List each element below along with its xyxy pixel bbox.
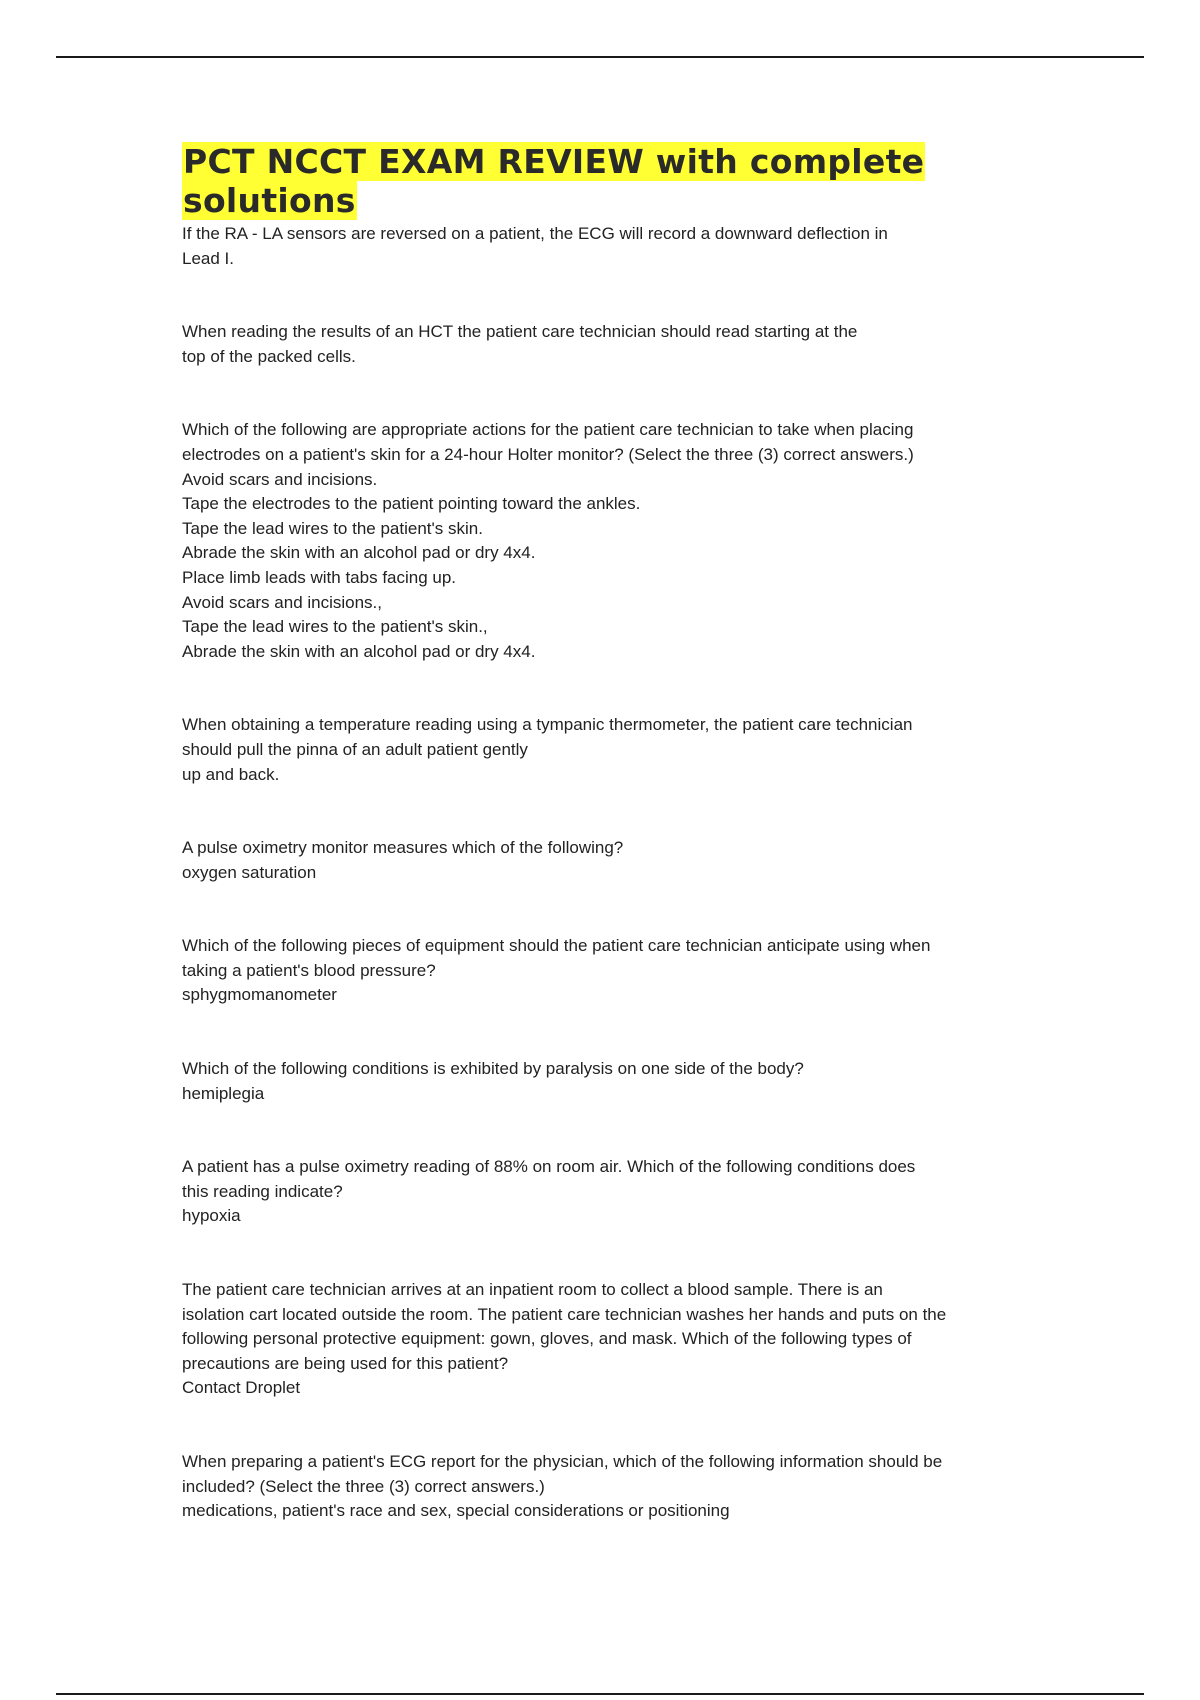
question-text: The patient care technician arrives at an inpatient room to collect a blood sample. There is an isolation cart located outside the room. The patient care technician washes her hands and puts on the following personal protective equipment: gown, gloves, and mask. Which of the following types of precautions are being used for this patient? bbox=[182, 1280, 947, 1373]
answer-text: Avoid scars and incisions., Tape the lead wires to the patient's skin., Abrade the skin with an alcohol pad or dry 4x4. bbox=[182, 592, 536, 661]
qa-item-2 bbox=[182, 320, 1062, 369]
question-text: When preparing a patient's ECG report for the physician, which of the following information should be included? (Select the three (3) correct answers.) bbox=[182, 1452, 943, 1496]
qa-item-8 bbox=[182, 1155, 1062, 1229]
document-body bbox=[182, 142, 1062, 1524]
qa-item-7 bbox=[182, 1057, 1062, 1106]
qa-item-9 bbox=[182, 1278, 1062, 1401]
question-text: Which of the following are appropriate actions for the patient care technician to take when placing electrodes on a patient's skin for a 24-hour Holter monitor? (Select the three (3) correct answers.) Avoid scars and incisions. Tape the electrodes to the patient pointing toward the ankles. Tape the lead wires to the patient's skin. Abrade the skin with an alcohol pad or dry 4x4. Place limb leads with tabs facing up. bbox=[182, 420, 914, 587]
question-text: Which of the following conditions is exhibited by paralysis on one side of the body? bbox=[182, 1059, 804, 1079]
qa-item-3 bbox=[182, 418, 1062, 664]
answer-text: hypoxia bbox=[182, 1206, 241, 1226]
answer-text: up and back. bbox=[182, 764, 280, 784]
qa-item-4 bbox=[182, 713, 1062, 787]
title-line-1: PCT NCCT EXAM REVIEW with complete bbox=[183, 142, 925, 181]
question-text: Which of the following pieces of equipment should the patient care technician anticipate using when taking a patient's blood pressure? bbox=[182, 936, 931, 980]
answer-text: hemiplegia bbox=[182, 1083, 265, 1103]
answer-text: oxygen saturation bbox=[182, 862, 317, 882]
question-text: A patient has a pulse oximetry reading of 88% on room air. Which of the following conditions does this reading indicate? bbox=[182, 1157, 916, 1201]
header-rule bbox=[56, 56, 1144, 58]
qa-item-1 bbox=[182, 222, 1062, 271]
answer-text: sphygmomanometer bbox=[182, 985, 337, 1005]
question-text: A pulse oximetry monitor measures which of the following? bbox=[182, 838, 624, 858]
qa-item-6 bbox=[182, 934, 1062, 1008]
qa-item-5 bbox=[182, 836, 1062, 885]
question-text: When reading the results of an HCT the patient care technician should read starting at the top of the packed cells. bbox=[182, 322, 858, 366]
qa-item-10 bbox=[182, 1450, 1062, 1524]
question-text: If the RA - LA sensors are reversed on a patient, the ECG will record a downward deflection in Lead I. bbox=[182, 224, 888, 268]
footer-rule bbox=[56, 1693, 1144, 1695]
answer-text: medications, patient's race and sex, special considerations or positioning bbox=[182, 1501, 730, 1521]
title-line-2: solutions bbox=[183, 181, 356, 220]
question-text: When obtaining a temperature reading using a tympanic thermometer, the patient care technician should pull the pinna of an adult patient gently bbox=[182, 715, 913, 759]
document-title bbox=[182, 142, 1062, 220]
answer-text: Contact Droplet bbox=[182, 1378, 301, 1398]
